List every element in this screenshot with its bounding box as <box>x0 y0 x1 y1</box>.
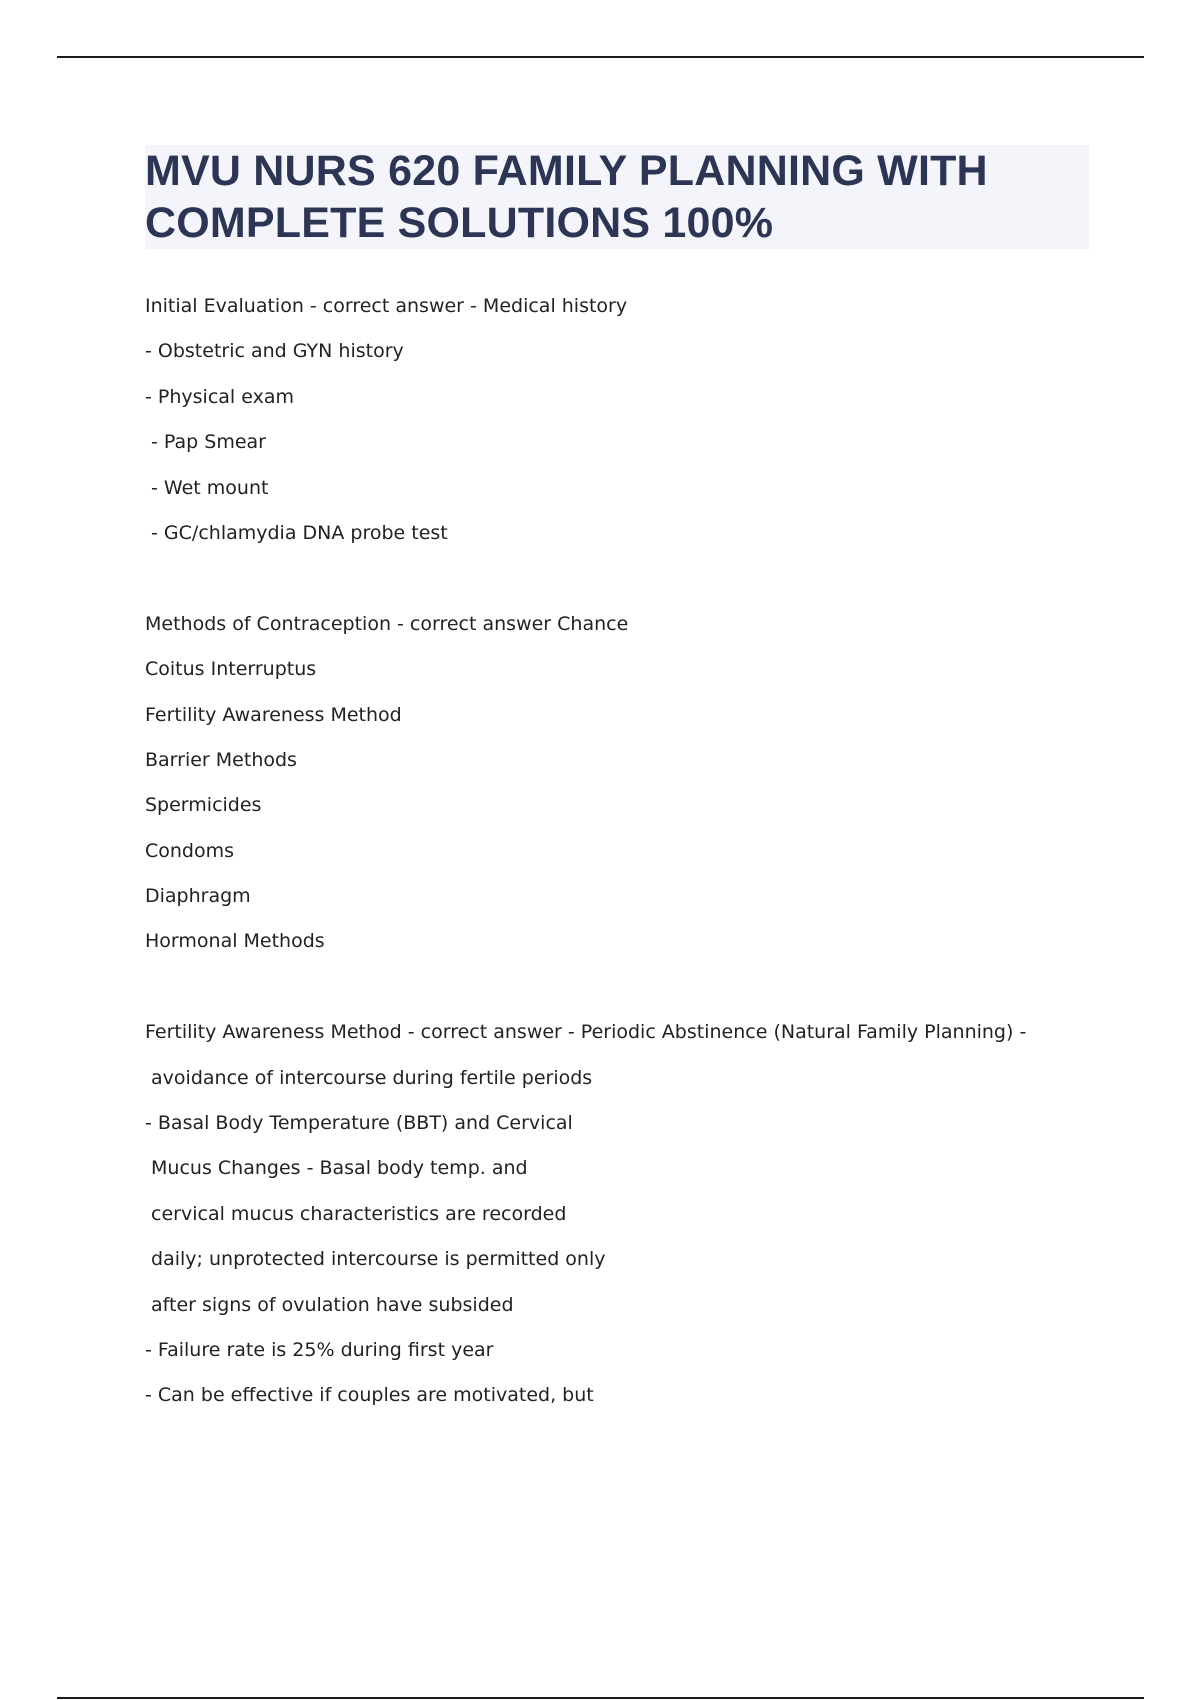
text-line: after signs of ovulation have subsided <box>145 1293 514 1316</box>
text-line: - Failure rate is 25% during first year <box>145 1338 494 1361</box>
text-line: Coitus Interruptus <box>145 658 317 681</box>
text-line: Methods of Contraception - correct answer Chance <box>145 612 629 635</box>
text-line: Fertility Awareness Method <box>145 703 402 726</box>
title-line-1: MVU NURS 620 FAMILY PLANNING WITH <box>145 147 988 195</box>
text-line: - Wet mount <box>145 476 269 499</box>
text-line: Fertility Awareness Method - correct answer - Periodic Abstinence (Natural Family Planning) - <box>145 1021 1027 1044</box>
document-body <box>145 290 1089 1425</box>
text-line: - Pap Smear <box>145 431 266 454</box>
text-line: Initial Evaluation - correct answer - Medical history <box>145 295 628 317</box>
text-line: Barrier Methods <box>145 748 297 771</box>
section-spacer <box>145 971 1089 1016</box>
text-line: - GC/chlamydia DNA probe test <box>145 521 448 544</box>
text-line: Mucus Changes - Basal body temp. and <box>145 1157 528 1180</box>
qa-methods-of-contraception <box>145 608 1089 971</box>
top-rule <box>57 56 1144 58</box>
qa-initial-evaluation <box>145 290 1089 562</box>
section-spacer <box>145 562 1089 607</box>
text-line: Hormonal Methods <box>145 930 325 953</box>
text-line: Spermicides <box>145 794 262 817</box>
text-line: Condoms <box>145 839 235 862</box>
text-line: cervical mucus characteristics are recorded <box>145 1202 567 1225</box>
text-line: daily; unprotected intercourse is permitted only <box>145 1248 606 1271</box>
title-banner <box>145 145 1089 249</box>
text-line: - Obstetric and GYN history <box>145 340 404 363</box>
text-line: - Physical exam <box>145 385 294 408</box>
text-line: - Basal Body Temperature (BBT) and Cervical <box>145 1112 573 1135</box>
text-line: avoidance of intercourse during fertile periods <box>145 1066 593 1089</box>
qa-fertility-awareness-method <box>145 1016 1089 1425</box>
title-line-2: COMPLETE SOLUTIONS 100% <box>145 199 774 247</box>
bottom-rule <box>57 1697 1144 1699</box>
text-line: Diaphragm <box>145 885 251 908</box>
text-line: - Can be effective if couples are motivated, but <box>145 1384 594 1407</box>
document-title <box>145 145 1089 249</box>
